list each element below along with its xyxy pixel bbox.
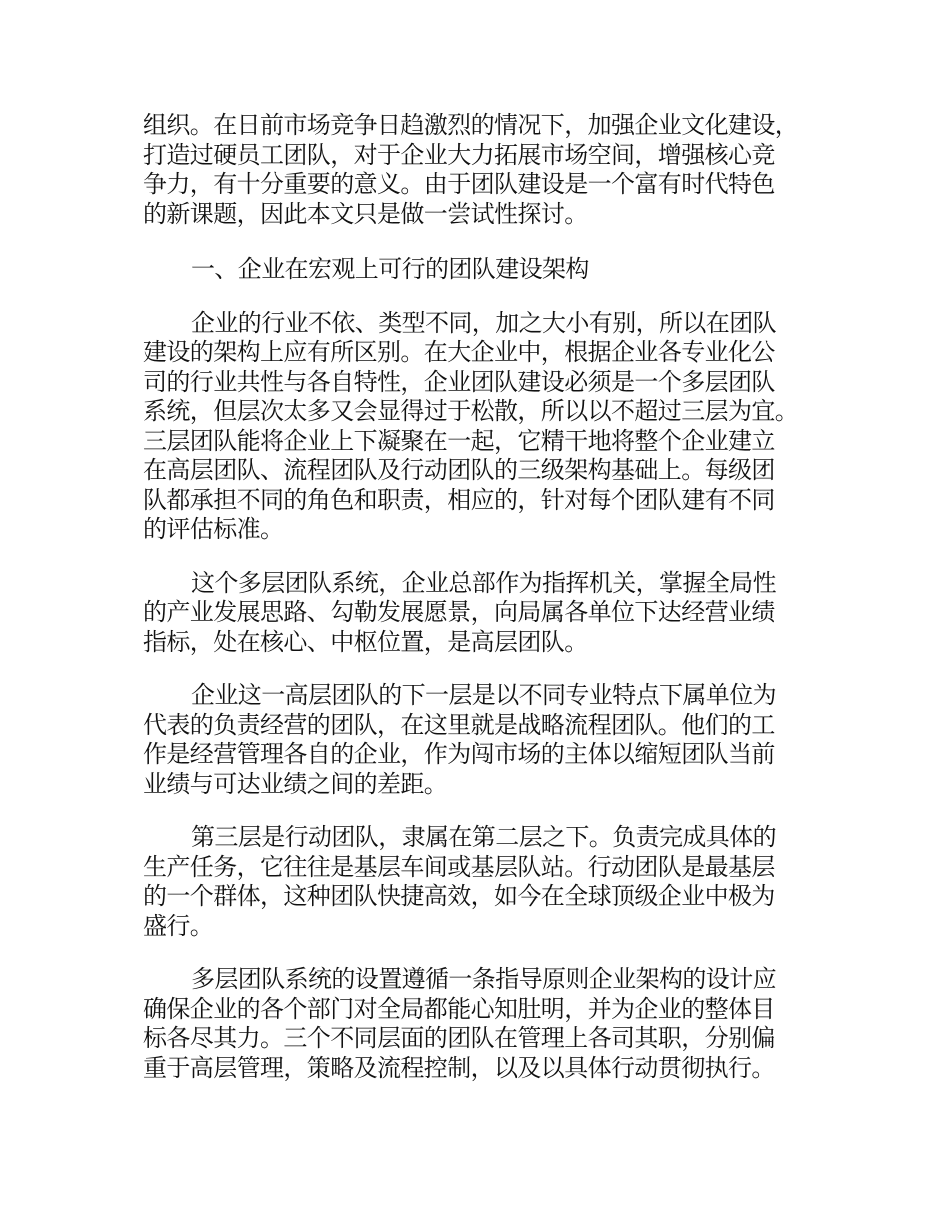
paragraph-process-team: 企业这一高层团队的下一层是以不同专业特点下属单位为 代表的负责经营的团队，在这里就是战略流程团队。他们的工 作是经营管理各自的企业，作为闯市场的主体以缩短团队当前 业绩与可达业绩之间的差距。: [143, 681, 776, 798]
paragraph-action-team: 第三层是行动团队，隶属在第二层之下。负责完成具体的 生产任务，它往往是基层车间或基层队站。行动团队是最基层 的一个群体，这种团队快捷高效，如今在全球顶级企业中极为 盛行。: [143, 823, 776, 940]
paragraph-intro-continuation: 组织。在日前市场竞争日趋激烈的情况下，加强企业文化建设， 打造过硬员工团队，对于企业大力拓展市场空间，增强核心竞 争力，有十分重要的意义。由于团队建设是一个富有时代特色 的新课题，因此本文只是做一尝试性探讨。: [143, 111, 799, 228]
paragraph-guiding-principle: 多层团队系统的设置遵循一条指导原则企业架构的设计应 确保企业的各个部门对全局都能心知肚明，并为企业的整体目 标各尽其力。三个不同层面的团队在管理上各司其职，分别偏 重于高层管理，策略及流程控制，以及以具体行动贯彻执行。: [143, 965, 776, 1082]
paragraph-architecture: 企业的行业不依、类型不同，加之大小有别，所以在团队 建设的架构上应有所区别。在大企业中，根据企业各专业化公 司的行业共性与各自特性，企业团队建设必须是一个多层团队 系统，但层次太多又会显得过于松散，所以以不超过三层为宜。 三层团队能将企业上下凝聚在一起，它精干地将整个企业建立 在高层团队、流程团队及行动团队的三级架构基础上。每级团 队都承担不同的角色和职责，相应的，针对每个团队建有不同 的评估标准。: [143, 308, 799, 543]
document-body: [143, 111, 815, 1107]
paragraph-high-level-team: 这个多层团队系统，企业总部作为指挥机关，掌握全局性 的产业发展思路、勾勒发展愿景，向局属各单位下达经营业绩 指标，处在核心、中枢位置，是高层团队。: [143, 568, 776, 656]
section-heading: 一、企业在宏观上可行的团队建设架构: [191, 255, 589, 283]
